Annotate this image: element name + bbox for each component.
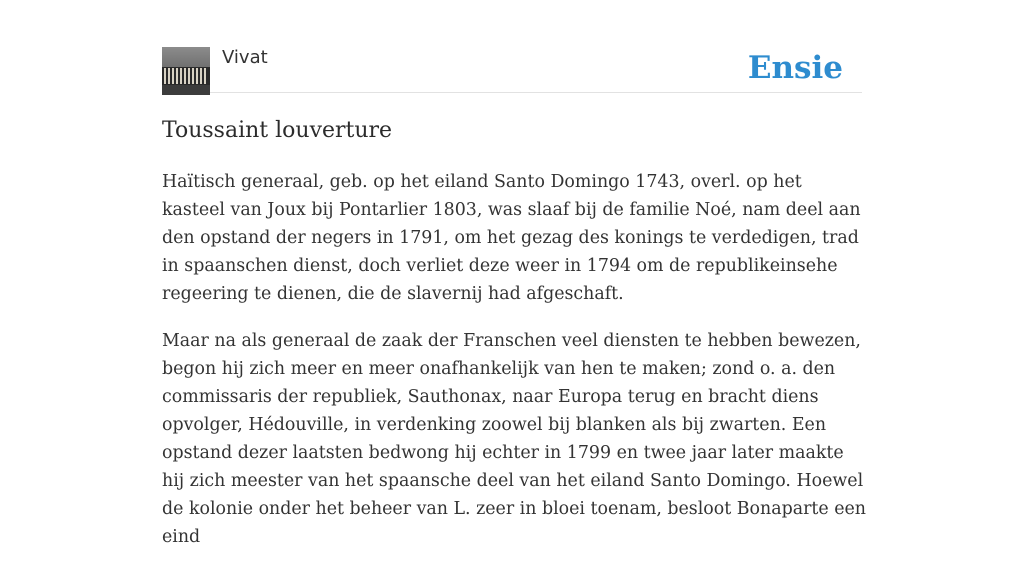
article-body — [162, 168, 868, 570]
author-name-link[interactable]: Vivat — [222, 47, 268, 68]
header — [162, 46, 862, 93]
avatar-image — [162, 47, 210, 95]
ensie-logo-link[interactable]: Ensie — [747, 50, 843, 86]
article-paragraph: Haïtisch generaal, geb. op het eiland Santo Domingo 1743, overl. op het kasteel van Joux bij Pontarlier 1803, was slaaf bij de familie Noé, nam deel aan den opstand der negers in 1791, om het gezag des konings te verdedigen, trad in spaanschen dienst, doch verliet deze weer in 1794 om de republikeinsehe regeering te dienen, die de slavernij had afgeschaft. — [162, 172, 861, 304]
author-avatar[interactable] — [162, 47, 210, 95]
article-paragraph: Maar na als generaal de zaak der Franschen veel diensten te hebben bewezen, begon hij zich meer en meer onafhankelijk van hen te maken; zond o. a. den commissaris der republiek, Sauthonax, naar Europa terug en bracht diens opvolger, Hédouville, in verdenking zoowel bij blanken als bij zwarten. Een opstand dezer laatsten bedwong hij echter in 1799 en twee jaar later maakte hij zich meester van het spaansche deel van het eiland Santo Domingo. Hoewel de kolonie onder het beheer van L. zeer in bloei toenam, besloot Bonaparte een eind — [162, 331, 866, 547]
article-title: Toussaint louverture — [162, 118, 393, 143]
